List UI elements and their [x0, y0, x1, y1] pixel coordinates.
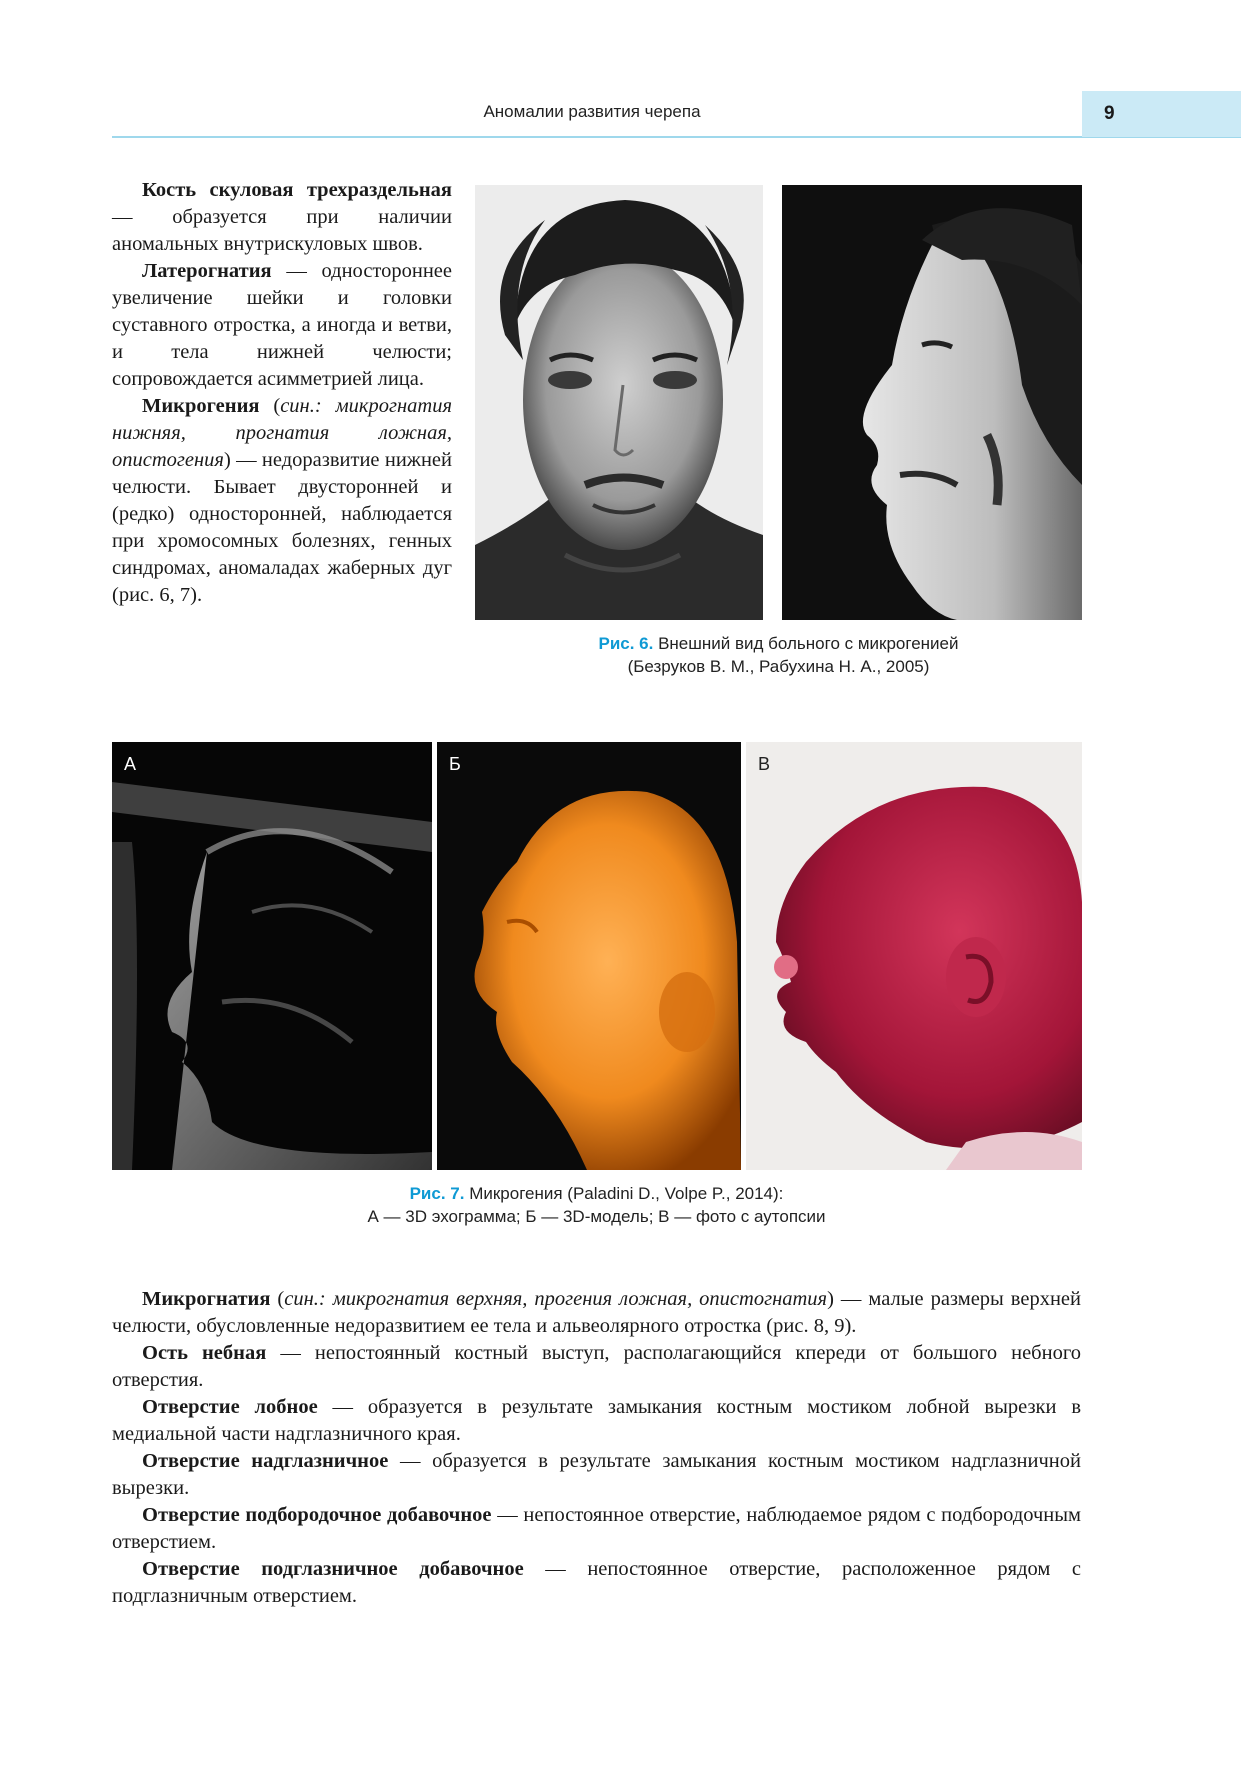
paragraph-frontal-foramen	[112, 1394, 1081, 1448]
panel-letter-c: В	[758, 754, 771, 774]
paragraph-accessory-mental-foramen	[112, 1502, 1081, 1556]
figure7-panel-b-3d-model	[437, 742, 741, 1170]
paragraph-micrognathia	[112, 1286, 1081, 1340]
figure6-profile-photo	[782, 185, 1082, 620]
definition: — образуется в результате замыкания костным мостиком лобной вырезки в медиальной части надглазничного края.	[112, 1396, 1081, 1445]
term: Отверстие надглазничное	[142, 1450, 389, 1472]
definition: — непостоянное отверстие, наблюдаемое рядом с подбородочным отверстием.	[112, 1504, 1082, 1553]
term: Латерогнатия	[142, 260, 272, 282]
term: Ость небная	[142, 1342, 267, 1364]
definition: — одностороннее увеличение шейки и головки суставного отростка, а иногда и ветви, и тела нижней челюсти; сопровождается асимметрией лица.	[112, 260, 452, 390]
bottom-text	[112, 1286, 1081, 1610]
term: Микрогнатия	[142, 1288, 271, 1310]
definition: — непостоянное отверстие, расположенное рядом с подглазничным отверстием.	[112, 1558, 1081, 1607]
caption-source: (Безруков В. М., Рабухина Н. А., 2005)	[627, 657, 930, 676]
running-head	[0, 0, 1241, 140]
paren: (	[270, 1288, 285, 1310]
paragraph-accessory-infraorbital-foramen	[112, 1556, 1081, 1610]
definition: — непостоянный костный выступ, располагающийся кпереди от большого небного отверстия.	[112, 1342, 1081, 1391]
caption-text: Внешний вид больного с микрогенией	[653, 634, 959, 653]
term: Отверстие подглазничное добавочное	[142, 1558, 524, 1580]
definition: ) — недоразвитие нижней челюсти. Бывает двусторонней и (редко) односторонней, наблюдается при хромосомных болезнях, генных синдромах, аномаладах жаберных дуг (рис. 6, 7).	[112, 449, 452, 606]
term: Микрогения	[142, 395, 260, 417]
figure6-frontal-photo	[475, 185, 763, 620]
panel-letter-a: А	[124, 754, 137, 774]
paragraph-zygomatic	[112, 177, 452, 258]
figure7-panel-c-autopsy-photo	[746, 742, 1082, 1170]
definition: — образуется при наличии аномальных внутрискуловых швов.	[112, 206, 452, 255]
paren: (	[259, 395, 281, 417]
header-rule	[112, 136, 1241, 138]
page-number: 9	[1104, 103, 1115, 124]
figure-label: Рис. 7.	[409, 1184, 465, 1203]
term: Кость скуловая трехраздельная	[142, 179, 452, 201]
synonyms: син.: микрогнатия нижняя, прогнатия ложная, опистогения	[112, 395, 452, 471]
figure7-panel-a-echogram	[112, 742, 432, 1170]
figure-label: Рис. 6.	[598, 634, 654, 653]
left-column-text	[112, 177, 452, 609]
term: Отверстие лобное	[142, 1396, 318, 1418]
running-title: Аномалии развития черепа	[483, 102, 701, 121]
figure7-caption	[112, 1182, 1081, 1228]
definition: ) — малые размеры верхней челюсти, обусловленные недоразвитием ее тела и альвеолярного отростка (рис. 8, 9).	[112, 1288, 1081, 1337]
paragraph-supraorbital-foramen	[112, 1448, 1081, 1502]
synonyms: син.: микрогнатия верхняя, прогения ложная, опистогнатия	[284, 1288, 828, 1310]
figure6-caption	[475, 632, 1082, 678]
paragraph-laterognathia	[112, 258, 452, 393]
caption-legend: А — 3D эхограмма; Б — 3D-модель; В — фото с аутопсии	[367, 1207, 826, 1226]
panel-letter-b: Б	[449, 754, 461, 774]
caption-text: Микрогения (Paladini D., Volpe P., 2014):	[464, 1184, 784, 1203]
definition: — образуется в результате замыкания костным мостиком надглазничной вырезки.	[112, 1450, 1081, 1499]
paragraph-microgenia	[112, 393, 452, 609]
term: Отверстие подбородочное добавочное	[142, 1504, 492, 1526]
paragraph-palatine-spine	[112, 1340, 1081, 1394]
